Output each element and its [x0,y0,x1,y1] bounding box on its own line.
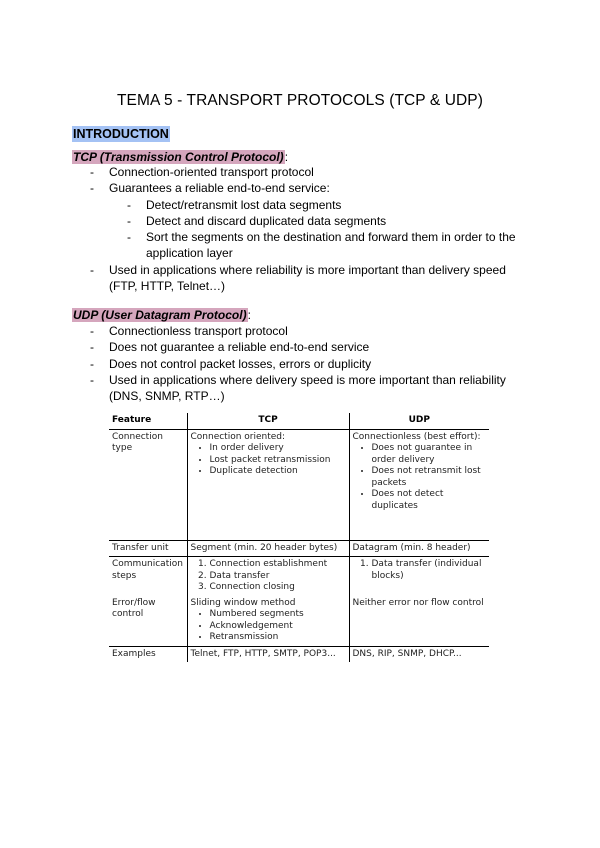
cell-text: Sliding window method [190,597,296,608]
list-item: - Used in applications where delivery speed is more important than reliability (DNS, SNMP, RTP…) [90,372,530,405]
table-header-row [109,413,489,429]
cell-list [353,443,487,512]
list-item: • Lost packet retransmission [210,455,346,467]
udp-heading-label: UDP (User Datagram Protocol) [73,308,247,322]
table-row [109,646,489,662]
cell-list [191,609,346,644]
tcp-heading [72,150,288,165]
cell-udp [349,429,489,540]
sublist-item: - Sort the segments on the destination and forward them in order to the application layer [127,229,531,262]
list-item: • Numbered segments [210,609,346,621]
list-item: - Does not guarantee a reliable end-to-end service [90,339,530,355]
cell-feature: Communication steps [109,557,187,596]
list-item: • Acknowledgement [210,621,346,633]
cell-feature: Connection type [109,429,187,540]
sublist-item: - Detect and discard duplicated data segments [127,213,531,229]
list-item: 1. Connection establishment [210,559,346,571]
cell-feature: Transfer unit [109,540,187,557]
list-item: - Used in applications where reliability is more important than delivery speed (FTP, HTTP, Telnet…) [90,262,530,295]
cell-udp: Datagram (min. 8 header) [349,540,489,557]
cell-list [191,559,346,594]
cell-tcp: Segment (min. 20 header bytes) [187,540,349,557]
tcp-sublist [127,197,531,262]
list-item: • Does not detect duplicates [372,489,487,512]
cell-tcp [187,596,349,647]
list-item: 3. Connection closing [210,582,346,594]
page-title: TEMA 5 - TRANSPORT PROTOCOLS (TCP & UDP) [116,92,484,109]
cell-list [353,559,487,582]
table-row [109,596,489,647]
list-item: • Retransmission [210,632,346,644]
cell-text: Connection oriented: [190,431,286,442]
list-item: 2. Data transfer [210,571,346,583]
list-item [90,180,530,261]
comparison-table [109,413,489,666]
list-item: • Does not retransmit lost packets [372,466,487,489]
cell-list [191,443,346,478]
list-item: - Connectionless transport protocol [90,323,530,339]
cell-udp [349,557,489,596]
header-feature: Feature [109,413,187,429]
tcp-list [90,164,530,294]
cell-tcp [187,557,349,596]
list-item: • In order delivery [210,443,346,455]
cell-feature: Error/flow control [109,596,187,647]
list-item: 1. Data transfer (individual blocks) [372,559,487,582]
tcp-heading-colon: : [284,150,289,164]
table-row [109,429,489,540]
section-heading: INTRODUCTION [73,127,169,141]
header-tcp: TCP [187,413,349,429]
cell-tcp: Telnet, FTP, HTTP, SMTP, POP3... [187,646,349,662]
cell-udp: Neither error nor flow control [349,596,489,647]
udp-heading-colon: : [247,308,251,322]
header-udp: UDP [349,413,489,429]
list-item: • Does not guarantee in order delivery [372,443,487,466]
cell-udp: DNS, RIP, SNMP, DHCP... [352,648,462,659]
tcp-heading-label: TCP (Transmission Control Protocol) [73,150,284,164]
cell-tcp [187,429,349,540]
list-item: • Duplicate detection [210,466,346,478]
list-item: - Does not control packet losses, errors or duplicity [90,356,530,372]
table-row [109,540,489,557]
list-item: - Connection-oriented transport protocol [90,164,530,180]
table-row [109,557,489,596]
cell-feature: Examples [109,646,187,662]
udp-list [90,323,530,404]
cell-text: Connectionless (best effort): [352,431,481,442]
udp-heading [72,308,251,323]
list-item-text: Guarantees a reliable end-to-end service: [109,181,330,196]
sublist-item: - Detect/retransmit lost data segments [127,197,531,213]
